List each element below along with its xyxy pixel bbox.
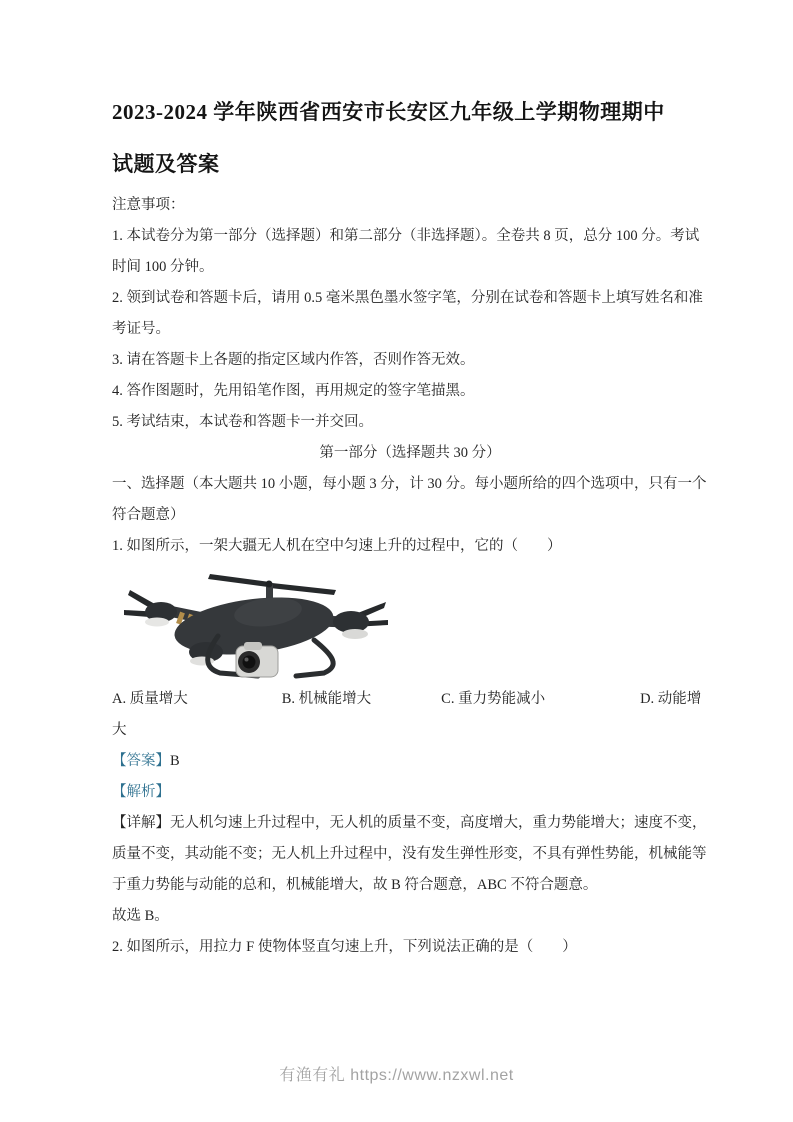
drone-figure	[118, 564, 390, 682]
site-footer: 有渔有礼 https://www.nzxwl.net	[279, 1067, 514, 1084]
question-2-stem: 2. 如图所示，用拉力 F 使物体竖直匀速上升，下列说法正确的是（ ）	[112, 939, 577, 955]
question-1-options	[112, 684, 708, 746]
section-intro: 一、选择题（本大题共 10 小题，每小题 3 分，计 30 分。每小题所给的四个选项中，只有一个符合题意）	[112, 476, 707, 523]
notice-item-3: 3. 请在答题卡上各题的指定区域内作答，否则作答无效。	[112, 352, 475, 368]
question-1-stem: 1. 如图所示，一架大疆无人机在空中匀速上升的过程中，它的（ ）	[112, 538, 562, 554]
part-heading: 第一部分（选择题共 30 分）	[319, 445, 501, 461]
notice-item-5: 5. 考试结束，本试卷和答题卡一并交回。	[112, 414, 373, 430]
notice-item-2: 2. 领到试卷和答题卡后，请用 0.5 毫米黑色墨水签字笔，分别在试卷和答题卡上填写姓名和准考证号。	[112, 290, 703, 337]
option-b: B. 机械能增大	[281, 691, 372, 707]
answer-line	[112, 746, 708, 777]
analysis-label: 【解析】	[112, 784, 170, 800]
conclusion-line: 故选 B。	[112, 908, 169, 924]
notice-item-1: 1. 本试卷分为第一部分（选择题）和第二部分（非选择题）。全卷共 8 页，总分 100 分。考试时间 100 分钟。	[112, 228, 700, 275]
document-page	[112, 86, 708, 963]
drone-illustration	[118, 564, 390, 682]
option-d: D. 动能增大	[112, 691, 702, 738]
option-c: C. 重力势能减小	[441, 691, 546, 707]
notice-heading: 注意事项：	[112, 197, 185, 213]
answer-label: 【答案】	[112, 753, 170, 769]
page-title: 2023-2024 学年陕西省西安市长安区九年级上学期物理期中试题及答案	[112, 100, 665, 176]
option-a: A. 质量增大	[112, 691, 188, 707]
answer-value: B	[170, 753, 180, 769]
notice-item-4: 4. 答作图题时，先用铅笔作图，再用规定的签字笔描黑。	[112, 383, 475, 399]
detail-explanation: 【详解】无人机匀速上升过程中，无人机的质量不变，高度增大，重力势能增大；速度不变，质量不变，其动能不变；无人机上升过程中，没有发生弹性形变，不具有弹性势能，机械能等于重力势能与动能的总和，机械能增大，故 B 符合题意，ABC 不符合题意。	[112, 815, 707, 893]
